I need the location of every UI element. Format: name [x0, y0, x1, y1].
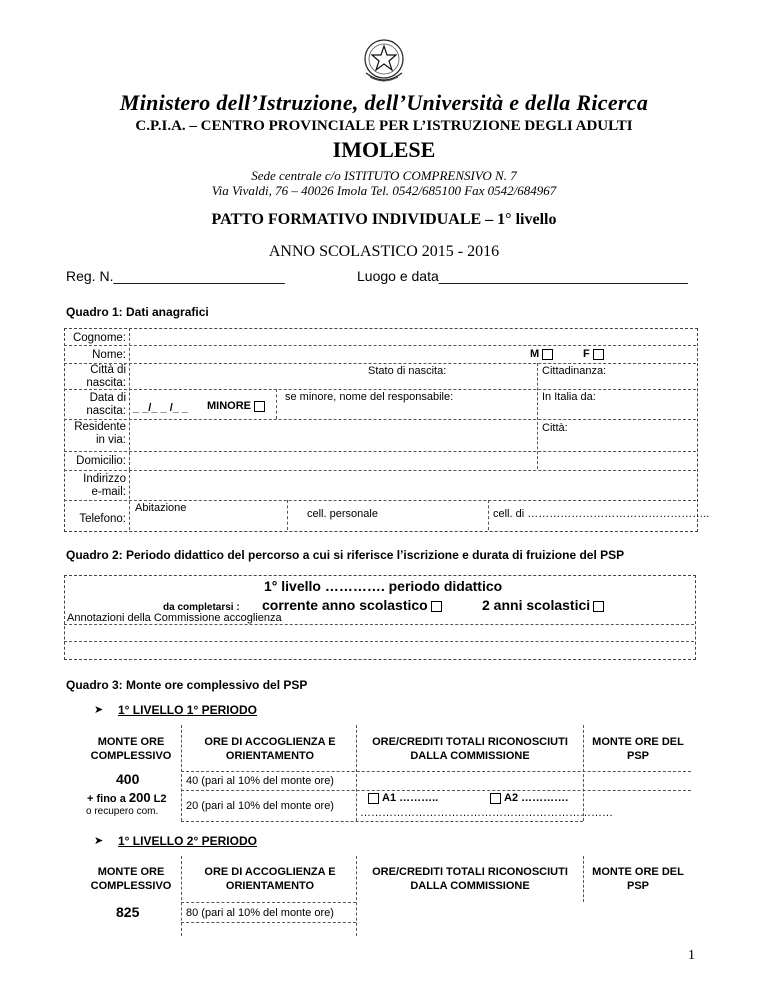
checkbox-minore[interactable] [254, 401, 265, 412]
document-title: PATTO FORMATIVO INDIVIDUALE – 1° livello [211, 211, 557, 228]
header-accoglienza: ORE DI ACCOGLIENZA E ORIENTAMENTO [204, 736, 336, 762]
quadro2-title: Quadro 2: Periodo didattico del percorso a cui si riferisce l’iscrizione e durata di fruizione del PSP [66, 548, 625, 562]
checkbox-a2[interactable] [490, 793, 501, 804]
cittadinanza-label: Cittadinanza: [542, 365, 607, 377]
nome-label: Nome: [92, 349, 126, 361]
imolese-title: IMOLESE [332, 137, 436, 162]
checkbox-m[interactable] [542, 349, 553, 360]
completarsi-label: da completarsi : [163, 602, 240, 613]
citta-label: Città: [542, 422, 568, 434]
monte-400: 400 [116, 771, 140, 787]
reg-number-field[interactable]: Reg. N.______________________ [66, 268, 285, 284]
cell-di-label: cell. di ………………………………………….. [493, 508, 710, 520]
school-year: ANNO SCOLASTICO 2015 - 2016 [268, 243, 500, 260]
header-crediti-2: ORE/CREDITI TOTALI RICONOSCIUTI DALLA COMMISSIONE [372, 866, 568, 892]
sede-line: Sede centrale c/o ISTITUTO COMPRENSIVO N. 7 [251, 168, 517, 183]
header-crediti: ORE/CREDITI TOTALI RICONOSCIUTI DALLA COMMISSIONE [372, 736, 568, 762]
header-psp-2: MONTE ORE DEL PSP [592, 866, 684, 892]
checkbox-a1[interactable] [368, 793, 379, 804]
data-nascita-label: Data di nascita: [86, 392, 126, 417]
periodo1-heading: 1° LIVELLO 1° PERIODO [118, 703, 257, 717]
cell-personale-label: cell. personale [307, 508, 378, 520]
header-monte-ore-2: MONTE ORE COMPLESSIVO [90, 866, 172, 892]
residente-label: Residente in via: [74, 421, 126, 446]
quadro1-title: Quadro 1: Dati anagrafici [66, 305, 209, 319]
abitazione-label: Abitazione [135, 502, 187, 514]
header-psp: MONTE ORE DEL PSP [592, 736, 684, 762]
crediti-dots: …………………………………………………………… [360, 807, 613, 819]
checkbox-due-anni[interactable] [593, 601, 604, 612]
accoglienza-40: 40 (pari al 10% del monte ore) [186, 775, 334, 787]
cpia-title: C.P.I.A. – CENTRO PROVINCIALE PER L’ISTRUZIONE DEGLI ADULTI [135, 118, 633, 134]
a1-option[interactable]: A1 ……….. [368, 792, 438, 804]
cognome-label: Cognome: [72, 332, 126, 344]
accoglienza-20: 20 (pari al 10% del monte ore) [186, 800, 334, 812]
emblem-icon [360, 37, 408, 87]
recupero-label: o recupero com. [86, 806, 159, 817]
header-monte-ore: MONTE ORE COMPLESSIVO [90, 736, 172, 762]
minore-option[interactable]: MINORE [207, 400, 265, 412]
sex-m-option[interactable]: M [530, 348, 553, 360]
sex-f-option[interactable]: F [583, 348, 604, 360]
corrente-anno-option[interactable]: corrente anno scolastico [262, 597, 442, 613]
page-number: 1 [688, 948, 695, 963]
bullet-arrow-icon-2: ➤ [94, 835, 104, 847]
quadro3-title: Quadro 3: Monte ore complessivo del PSP [66, 678, 308, 692]
domicilio-label: Domicilio: [76, 455, 126, 467]
ministry-title: Ministero dell’Istruzione, dell’Università e della Ricerca [119, 90, 649, 115]
checkbox-f[interactable] [593, 349, 604, 360]
monte-825: 825 [116, 904, 140, 920]
date-mask[interactable]: _ _/_ _ /_ _ [133, 402, 189, 414]
email-label: Indirizzo e-mail: [83, 473, 126, 498]
address-line: Via Vivaldi, 76 – 40026 Imola Tel. 0542/685100 Fax 0542/684967 [211, 183, 557, 198]
checkbox-corrente-anno[interactable] [431, 601, 442, 612]
bullet-arrow-icon: ➤ [94, 704, 104, 716]
stato-nascita-label: Stato di nascita: [368, 365, 447, 377]
place-date-field[interactable]: Luogo e data________________________________ [357, 268, 688, 284]
citta-nascita-label: Città di nascita: [86, 364, 126, 389]
monte-200: + fino a 200 L2 [87, 790, 167, 805]
a2-option[interactable]: A2 …………. [490, 792, 568, 804]
livello-periodo-line: 1° livello …………. periodo didattico [264, 578, 503, 594]
accoglienza-80: 80 (pari al 10% del monte ore) [186, 907, 334, 919]
telefono-label: Telefono: [79, 513, 126, 525]
header-accoglienza-2: ORE DI ACCOGLIENZA E ORIENTAMENTO [204, 866, 336, 892]
annotazioni-label: Annotazioni della Commissione accoglienza [67, 612, 282, 624]
italia-da-label: In Italia da: [542, 391, 596, 403]
periodo2-heading: 1° LIVELLO 2° PERIODO [118, 834, 257, 848]
responsabile-label: se minore, nome del responsabile: [285, 391, 454, 403]
due-anni-option[interactable]: 2 anni scolastici [482, 597, 604, 613]
